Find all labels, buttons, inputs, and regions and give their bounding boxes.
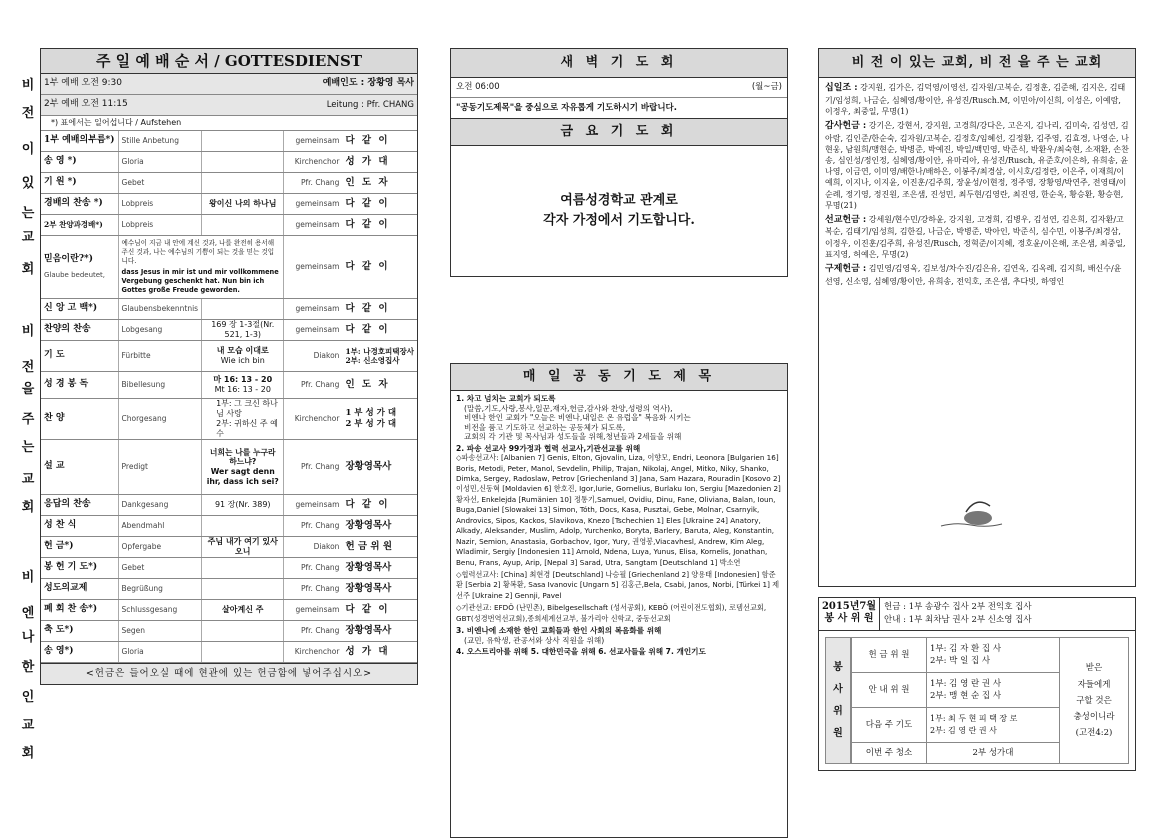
- faith-item-de: Glaube bedeutet,: [44, 271, 106, 280]
- mission-offering-label: 선교헌금 :: [825, 214, 867, 225]
- usher-volunteers: 안내 : 1부 최차남 권사 2부 신소영 집사: [884, 615, 1032, 626]
- order-item: 성 찬 식: [41, 516, 118, 537]
- order-leader: 성 가 대: [342, 642, 417, 663]
- order-item: 2부 찬양과경배*): [41, 215, 118, 236]
- order-who: Diakon: [284, 341, 343, 372]
- friday-prayer-box: [450, 146, 788, 277]
- order-item: 기 원 *): [41, 173, 118, 194]
- faith-item: 믿음이란?*): [44, 254, 94, 264]
- order-who: Kirchenchor: [284, 152, 343, 173]
- motto-char: 을: [21, 382, 35, 397]
- dawn-prayer-title: 새 벽 기 도 회: [450, 48, 788, 78]
- lead-label: 예배인도 :: [322, 78, 365, 89]
- worship-order-table: [40, 74, 418, 685]
- dawn-prayer-time: 오전 06:00: [456, 82, 500, 92]
- order-who: Pfr. Chang: [284, 372, 343, 399]
- duty-person: 2부: 맹 현 순 집 사: [930, 691, 1002, 702]
- order-item-de: Stille Anbetung: [118, 131, 202, 152]
- order-item-de: Gloria: [118, 152, 202, 173]
- prayer-topic-2: 2. 파송 선교사 99가정과 협력 선교사,기관선교를 위해: [456, 443, 641, 453]
- volunteer-month: 2015년7월: [821, 601, 877, 612]
- order-content: 왕이신 나의 하나님: [202, 194, 284, 215]
- vertical-motto: [18, 78, 38, 818]
- friday-prayer-message-1: 여름성경학교 관계로: [560, 193, 678, 208]
- order-content: 169 장 1-3절(Nr. 521, 1-3): [202, 320, 284, 341]
- prayer-topic-1-line: 교회의 각 기관 및 목사님과 성도들을 위해,청년들과 2세들을 위해: [464, 432, 682, 442]
- first-service-time: 9:30: [101, 78, 123, 89]
- order-item-de: Dankgesang: [118, 495, 202, 516]
- order-leader: 헌 금 위 원: [342, 537, 417, 558]
- order-leader: 다 같 이: [342, 215, 417, 236]
- order-item-de: Schlussgesang: [118, 600, 202, 621]
- verse-line: 자들에게: [1077, 679, 1111, 690]
- daily-prayer-title: 매 일 공 동 기 도 제 목: [450, 363, 788, 391]
- order-leader: 장황영목사: [342, 558, 417, 579]
- motto-char: 엔: [21, 606, 35, 621]
- order-who: gemeinsam: [284, 194, 343, 215]
- order-item-de: Gloria: [118, 642, 202, 663]
- order-leader: 장황영목사: [342, 516, 417, 537]
- order-who: gemeinsam: [284, 236, 343, 299]
- order-who: gemeinsam: [284, 320, 343, 341]
- order-content: [202, 579, 284, 600]
- order-item: 응답의 찬송: [41, 495, 118, 516]
- order-row: [41, 516, 417, 537]
- order-item-de: Gebet: [118, 173, 202, 194]
- order-content: [202, 516, 284, 537]
- order-item: 1부 예배의부름*): [41, 131, 118, 152]
- order-item: 설 교: [41, 440, 118, 495]
- daily-prayer-box: [450, 391, 788, 838]
- order-item: 폐 회 찬 송*): [41, 600, 118, 621]
- motto-char: 비: [21, 324, 35, 339]
- motto-char: 전: [21, 360, 35, 375]
- order-row: [41, 600, 417, 621]
- order-leader: 장황영목사: [342, 440, 417, 495]
- order-who: Diakon: [284, 537, 343, 558]
- motto-char: 는: [21, 440, 35, 455]
- service-volunteers-box: [818, 597, 1136, 771]
- order-who: Pfr. Chang: [284, 516, 343, 537]
- order-row: [41, 320, 417, 341]
- second-service-time: 11:15: [101, 99, 128, 110]
- motto-char: 회: [21, 746, 35, 761]
- order-content: 91 장(Nr. 389): [202, 495, 284, 516]
- order-row: [41, 642, 417, 663]
- order-who: gemeinsam: [284, 131, 343, 152]
- prayer-leader-2: 2부: 신소영집사: [345, 356, 400, 365]
- thanks-offering-label: 감사헌금 :: [825, 120, 867, 131]
- bible-ref: 마 16: 13 - 20: [213, 375, 273, 384]
- order-item: 성도의교제: [41, 579, 118, 600]
- order-row: [41, 495, 417, 516]
- prayer-row: [41, 341, 417, 372]
- order-item: 성 경 봉 독: [41, 372, 118, 399]
- order-leader: 다 같 이: [342, 320, 417, 341]
- duty-side-char: 위: [833, 705, 843, 717]
- order-item-de: Lobgesang: [118, 320, 202, 341]
- faith-row: [41, 236, 417, 299]
- order-item-de: Begrüßung: [118, 579, 202, 600]
- order-item: 헌 금*): [41, 537, 118, 558]
- prayer-column: [450, 48, 788, 838]
- offerings-box: [818, 78, 1136, 587]
- dawn-prayer-box: [450, 78, 788, 119]
- verse-line: 받은: [1085, 663, 1103, 674]
- bible-row: [41, 372, 417, 399]
- order-item: 송 영*): [41, 642, 118, 663]
- order-item: 봉 헌 기 도*): [41, 558, 118, 579]
- order-row: [41, 194, 417, 215]
- order-item-de: Glaubensbekenntnis: [118, 299, 202, 320]
- order-leader: 장황영목사: [342, 621, 417, 642]
- order-row: [41, 299, 417, 320]
- order-content: [202, 152, 284, 173]
- order-item-de: Predigt: [118, 440, 202, 495]
- first-service-label: 1부 예배 오전: [44, 78, 99, 89]
- order-leader: 인 도 자: [342, 372, 417, 399]
- faith-text-de: dass Jesus in mir ist und mir vollkommene Vergebung geschenkt hat. Nun bin ich Gottes große Freude geworden.: [121, 268, 279, 294]
- motto-char: 교: [21, 472, 35, 487]
- order-row: [41, 537, 417, 558]
- duty-side-char: 봉: [833, 661, 843, 673]
- order-item-de: Lobpreis: [118, 215, 202, 236]
- worship-order-title: 주 일 예 배 순 서 / GOTTESDIENST: [40, 48, 418, 74]
- duty-person: 2부: 김 영 란 권 사: [930, 726, 997, 736]
- friday-prayer-message-2: 각자 가정에서 기도합니다.: [543, 213, 695, 229]
- motto-char: 회: [21, 262, 35, 277]
- relief-offering-names: 김민영/김영욱, 김보성/차수진/김은유, 김연옥, 김옥례, 김지희, 배신수/윤선영, 신소영, 심혜영/황이안, 유희송, 전익호, 조은샘, 추다빗, 하영인: [825, 264, 1122, 286]
- prayer-title-de: Wie ich bin: [220, 356, 265, 365]
- verse-line: 충성이니라: [1073, 711, 1115, 722]
- second-service-row: [41, 95, 417, 116]
- motto-char: 전: [21, 106, 35, 121]
- order-leader: 다 같 이: [342, 495, 417, 516]
- order-who: gemeinsam: [284, 600, 343, 621]
- order-leader: 성 가 대: [342, 152, 417, 173]
- order-item-de: Bibellesung: [118, 372, 202, 399]
- duty-role: 안 내 위 원: [852, 673, 927, 708]
- motto-char: 주: [21, 412, 35, 427]
- duty-role: 다음 주 기도: [852, 708, 927, 743]
- volunteer-heading: 봉 사 위 원: [824, 613, 874, 624]
- order-content: [202, 215, 284, 236]
- friday-prayer-title: 금 요 기 도 회: [450, 119, 788, 146]
- choir-song-2: 2부: 귀하신 주 예수: [216, 419, 278, 438]
- order-item: 찬 양: [41, 399, 118, 440]
- missionaries-partner: ◇협력선교사: [China] 최현경 [Deutschland] 나승필 [Griechenland 2] 양용태 [Indonesien] 함준환 [Serbia 2] 황복환, Sasa Ivanovic [Ungarn 5] 김홍근,Bela, Csabi, Janos, Norbi, [Türkei 1] 제선주 [Ukraine 2] Gennji, Pavel: [456, 569, 780, 600]
- order-item: 기 도: [41, 341, 118, 372]
- duty-table: [851, 637, 1129, 764]
- worship-order-column: [40, 48, 418, 685]
- order-row: [41, 173, 417, 194]
- motto-char: 나: [21, 630, 35, 645]
- order-item: 찬양의 찬송: [41, 320, 118, 341]
- motto-char: 회: [21, 500, 35, 515]
- duty-person: 1부: 김 영 란 권 사: [930, 678, 1002, 689]
- order-item-de: Abendmahl: [118, 516, 202, 537]
- order-who: Pfr. Chang: [284, 579, 343, 600]
- duty-side-char: 원: [833, 727, 843, 739]
- prayer-topic-1-line: 비전을 품고 기도하고 선교하는 공동체가 되도록,: [464, 422, 626, 432]
- prayer-title: 내 모습 이대로: [216, 346, 269, 355]
- missionaries-sent: ◇파송선교사: [Albanien 7] Genis, Elton, Gjovalin, Liza, 이향모, Endri, Leonora [Bulgarien 16] Boris, Metodi, Peter, Manol, Sevdelin, Philip, Trajan, Nikolaj, Angel, Mitko, Niky, Shanko, Dimka, Sergey, Radoslaw, Petrov [Griechenland 3] Jana, Sam Hazara, Rouradin [Kosovo 2] 이성민,신동혁 [Moldavien 6] 한호진, Igor,lurie, Gornelius, Burlaku Ion, Sergiu [Mazedonien 2] 황자선, Enkelejda [Rumänien 10] 정통기,Samuel, Ovidiu, Dinu, Fane, Oliviana, Balan, Ioun, Buga,Daniel [Slowakei 13] Simon, Tóth, Docs, Kasa, Pusztai, Gebe, Molnar, Csarnyik, Androvics, Sipos, Kackos, Slavikova, Knezo [Tschechien 1] Eles [Ukraine 24] Anatory, Alkady, Aleksander, Muslim, Adolp, Yurchenko, Boryta, Barlery, Baruta, Aleg, Konstantin, Nazir, Semion, Anastasia, Gorbachov, Igor, Yury, 권영봉,Viacavhesl, Andrew, Kim Aleg, Wladimir, Sergiy [Indonesien 11] Arnold, Ndena, Luya, Yunus, Elisa, Kornelis, Jonathan, Benu, Frans, Ayup, Arip, [Nepal 3] Sarad, Utra, Sangtam [Deutschland 1] 박소연: [456, 453, 781, 567]
- order-who: Pfr. Chang: [284, 440, 343, 495]
- tithe-label: 십일조 :: [825, 83, 858, 93]
- motto-char: 인: [21, 690, 35, 705]
- duty-person: 2부 성가대: [927, 743, 1060, 764]
- bible-ref-de: Mt 16: 13 - 20: [214, 385, 271, 394]
- first-service-leader: 장황영 목사: [367, 78, 414, 89]
- motto-char: 한: [21, 660, 35, 675]
- prayer-topic-3: 3. 비엔나에 소재한 한인 교회들과 한인 사회의 복음화를 위해: [456, 626, 662, 636]
- order-who: gemeinsam: [284, 299, 343, 320]
- duty-person: 1부: 최 두 현 피 택 장 로: [930, 714, 1018, 724]
- duty-side-char: 사: [833, 683, 843, 695]
- tithe-names: 강지원, 김가은, 김덕영/이영선, 김자원/고복순, 김정훈, 김준해, 김지은, 김태기/임성희, 나금순, 심혜영/황이안, 유성진/Rusch.M, 이민아/이신희, 이성은, 이예람, 이정우, 최중일, 무명(1): [825, 83, 1126, 116]
- order-who: gemeinsam: [284, 215, 343, 236]
- motto-char: 비: [21, 78, 35, 93]
- order-who: Pfr. Chang: [284, 621, 343, 642]
- choir-row: [41, 399, 417, 440]
- thanks-offering-names: 강기은, 강현서, 강지원, 고경희/강다은, 고은지, 김나리, 김미숙, 김성연, 김아람, 김인준/한순숙, 김자원/고복순, 김정호/임혜선, 김정환, 김주영, 김효경, 나영순, 나현웅, 남원희/맹현순, 박병준, 박예진, 박일/백민영, 박준식, 박환우/최숙현, 소재환, 손찬송, 심인성/정인정, 심혜영/황이안, 유마리아, 유성진/Rusch, 유준호/이은하, 유희송, 윤나영, 이금연, 이미영/배한나/배하은, 이봉주/최경삼, 이시호/김정란, 이은주, 이재희/이예희, 이지나, 이지윤, 이진훈/김주희, 장윤성/이현정, 정주영, 장황영/박연주, 전영태/이순례, 정기영, 정진원, 조은샘, 진성민, 최두현/김영란, 최진영, 한순옥, 황승환, 황승현, 무명(21): [825, 120, 1129, 210]
- duty-role: 헌 금 위 원: [852, 638, 927, 673]
- order-leader: 장황영목사: [342, 579, 417, 600]
- order-row: [41, 131, 417, 152]
- order-who: gemeinsam: [284, 495, 343, 516]
- order-item: 경배의 찬송 *): [41, 194, 118, 215]
- sermon-title: 너희는 나를 누구라 하느냐?: [209, 447, 276, 467]
- order-row: [41, 558, 417, 579]
- order-row: [41, 152, 417, 173]
- motto-char: 교: [21, 230, 35, 245]
- duty-person: 2부: 박 일 집 사: [930, 656, 991, 667]
- offering-footer-note: <헌금은 들어오실 때에 현관에 있는 헌금함에 넣어주십시오>: [41, 663, 417, 684]
- order-item-de: Segen: [118, 621, 202, 642]
- second-service-label: 2부 예배 오전: [44, 99, 99, 110]
- lead-label: Leitung :: [326, 99, 364, 110]
- second-service-leader: Pfr. CHANG: [366, 99, 414, 110]
- faith-text-kr: 예수님이 지금 내 안에 계신 것과, 나를 완전히 용서해 주신 것과, 나는 예수님의 기쁨이 되는 것을 믿는 것입니다.: [121, 239, 275, 266]
- order-content: 살아계신 주: [202, 600, 284, 621]
- order-item-de: Opfergabe: [118, 537, 202, 558]
- motto-char: 교: [21, 718, 35, 733]
- missionaries-institutions: ◇기관선교: EFDÖ (난민촌), Bibelgesellschaft (성서공회), KEBÖ (어린이전도협회), 로뎀선교회, GBT(성경번역선교회),종희세계선교부, 불가리아 신학교, 중동선교회: [456, 603, 767, 623]
- order-leader: 다 같 이: [342, 236, 417, 299]
- order-item-de: Lobpreis: [118, 194, 202, 215]
- prayer-topic-1-line: 비엔나 한인 교회가 "오늘은 비엔나,내일은 온 유럽을" 복음화 시키는: [464, 413, 691, 423]
- choir-song-1: 1부: 그 크신 하나님 사랑: [216, 399, 278, 418]
- decorative-illustration: [936, 488, 1006, 532]
- order-row: [41, 579, 417, 600]
- order-who: Pfr. Chang: [284, 558, 343, 579]
- verse-reference: (고전4:2): [1075, 728, 1113, 739]
- stand-note: *) 표에서는 일어섭니다 / Aufstehen: [41, 116, 417, 131]
- duty-role: 이번 주 청소: [852, 743, 927, 764]
- order-content: [202, 558, 284, 579]
- order-row: [41, 215, 417, 236]
- prayer-leader-1: 1부: 나경호피택장사: [345, 346, 414, 356]
- order-leader: 다 같 이: [342, 131, 417, 152]
- order-who: Kirchenchor: [284, 399, 343, 440]
- prayer-topics-4-7: 4. 오스트리아를 위해 5. 대한민국을 위해 6. 선교사들을 위해 7. 개인기도: [456, 647, 706, 657]
- duty-side-label: [825, 637, 851, 764]
- order-item: 축 도*): [41, 621, 118, 642]
- motto-char: 이: [21, 142, 35, 157]
- order-content: [202, 299, 284, 320]
- order-item: 신 앙 고 백*): [41, 299, 118, 320]
- order-row: [41, 621, 417, 642]
- duty-person: 1부: 김 자 환 집 사: [930, 643, 1002, 654]
- prayer-topic-3-line: (교민, 유학생, 관공서와 상사 직원을 위해): [464, 635, 605, 645]
- choir-leader-1: 1 부 성 가 대: [345, 408, 397, 419]
- order-content: [202, 131, 284, 152]
- order-item-de: Fürbitte: [118, 341, 202, 372]
- sermon-title-de: Wer sagt denn ihr, dass ich sei?: [206, 467, 279, 486]
- order-item-de: Chorgesang: [118, 399, 202, 440]
- motto-char: 있: [21, 176, 35, 191]
- offering-volunteers: 헌금 : 1부 송광수 집사 2부 전익호 집사: [884, 602, 1032, 612]
- vision-title: 비 전 이 있는 교회, 비 전 을 주 는 교회: [818, 48, 1136, 78]
- mission-offering-names: 강세원/현수민/강하윤, 강지원, 고경희, 김병우, 김성연, 김은희, 김자환/고복순, 김태기/임성희, 김한길, 나금순, 박병준, 박아인, 박준식, 심수민, 이봉주/최경삼, 이정우, 이진훈/김주희, 유성진/Rusch, 정혁준/이지혜, 정호윤/이은해, 조은샘, 최중일, 표지영, 허예은, 무명(2): [825, 214, 1126, 259]
- order-item: 송 영 *): [41, 152, 118, 173]
- order-leader: 다 같 이: [342, 299, 417, 320]
- prayer-topic-1: 1. 차고 넘치는 교회가 되도록: [456, 394, 556, 404]
- dawn-prayer-days: (월~금): [751, 82, 782, 92]
- order-content: [202, 642, 284, 663]
- order-leader: 다 같 이: [342, 194, 417, 215]
- motto-char: 비: [21, 570, 35, 585]
- order-leader: 다 같 이: [342, 600, 417, 621]
- order-content: [202, 173, 284, 194]
- order-content: [202, 621, 284, 642]
- choir-leader-2: 2 부 성 가 대: [345, 419, 397, 429]
- relief-offering-label: 구제헌금 :: [825, 264, 867, 275]
- verse-line: 구할 것은: [1076, 695, 1112, 706]
- first-service-row: [41, 74, 417, 95]
- dawn-prayer-note: "공동기도제목"을 중심으로 자유롭게 기도하시기 바랍니다.: [456, 102, 677, 113]
- order-leader: 인 도 자: [342, 173, 417, 194]
- sermon-row: [41, 440, 417, 495]
- prayer-topic-1-line: (말씀,기도,사랑,봉사,일꾼,재자,헌금,감사와 찬양,성령의 역사),: [464, 403, 673, 413]
- order-item-de: Gebet: [118, 558, 202, 579]
- order-who: Kirchenchor: [284, 642, 343, 663]
- order-content: 주님 내가 여기 있사오니: [202, 537, 284, 558]
- motto-char: 는: [21, 206, 35, 221]
- order-who: Pfr. Chang: [284, 173, 343, 194]
- offerings-column: [818, 48, 1136, 771]
